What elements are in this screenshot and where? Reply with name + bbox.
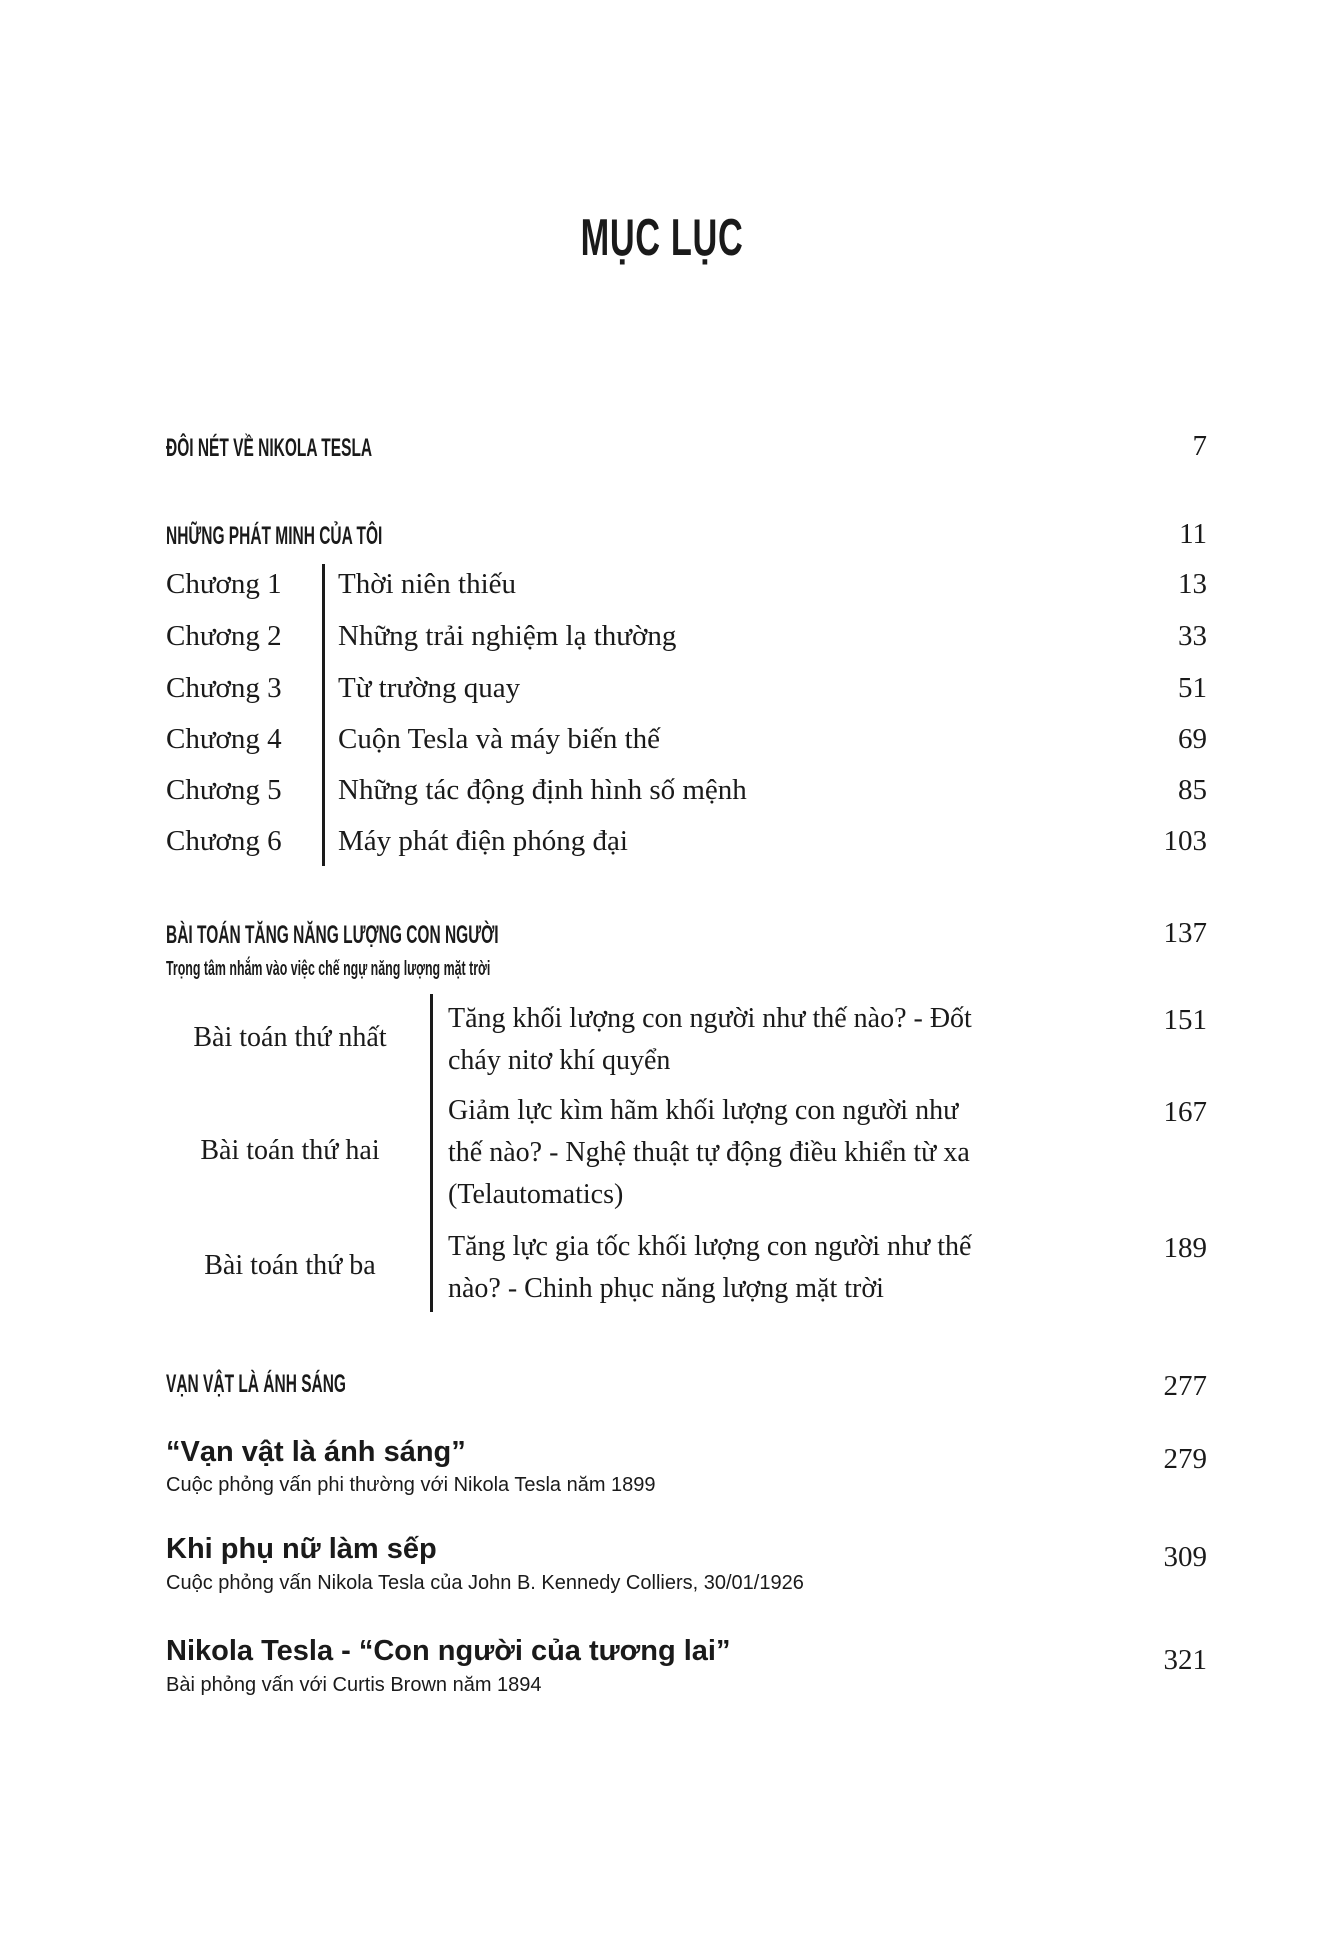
- chapter-title: Cuộn Tesla và máy biến thế: [338, 723, 661, 755]
- problem-title-line: thế nào? - Nghệ thuật tự động điều khiển từ xa: [448, 1137, 970, 1168]
- problem-page: 189: [1163, 1232, 1207, 1264]
- chapter-page: 33: [1178, 620, 1207, 652]
- problem-title: [448, 1226, 1128, 1310]
- article-page: 309: [1163, 1541, 1207, 1573]
- page-title: MỤC LỤC: [580, 209, 744, 267]
- article-title: Khi phụ nữ làm sếp: [166, 1533, 437, 1565]
- chapter-title: Từ trường quay: [338, 672, 521, 704]
- chapter-title: Những tác động định hình số mệnh: [338, 774, 747, 806]
- chapter-page: 51: [1178, 672, 1207, 704]
- article-title: “Vạn vật là ánh sáng”: [166, 1436, 466, 1468]
- article-subtitle: Cuộc phỏng vấn Nikola Tesla của John B. Kennedy Colliers, 30/01/1926: [166, 1572, 804, 1594]
- problem-title: [448, 998, 1128, 1082]
- chapter-label: Chương 3: [166, 672, 282, 704]
- section-title-inventions: NHỮNG PHÁT MINH CỦA TÔI: [166, 522, 383, 550]
- problem-page: 151: [1163, 1004, 1207, 1036]
- chapter-label: Chương 6: [166, 825, 282, 857]
- section-subtitle-energy: Trọng tâm nhắm vào việc chế ngự năng lượng mặt trời: [166, 958, 491, 980]
- chapter-title: Những trải nghiệm lạ thường: [338, 620, 677, 652]
- problem-title-line: cháy nitơ khí quyển: [448, 1045, 671, 1076]
- chapter-title: Thời niên thiếu: [338, 568, 517, 600]
- problem-title-line: Giảm lực kìm hãm khối lượng con người như: [448, 1095, 959, 1126]
- page-number-intro: 7: [1192, 430, 1207, 462]
- article-subtitle: Cuộc phỏng vấn phi thường với Nikola Tesla năm 1899: [166, 1474, 656, 1496]
- problem-title-line: (Telautomatics): [448, 1179, 624, 1210]
- chapter-label: Chương 2: [166, 620, 282, 652]
- section-title-intro: ĐÔI NÉT VỀ NIKOLA TESLA: [166, 434, 373, 462]
- article-page: 321: [1163, 1644, 1207, 1676]
- chapter-title: Máy phát điện phóng đại: [338, 825, 628, 857]
- problem-title-line: Tăng khối lượng con người như thế nào? - Đốt: [448, 1003, 972, 1034]
- chapter-page: 103: [1163, 825, 1207, 857]
- page-number-inventions: 11: [1179, 518, 1207, 550]
- page-number-light: 277: [1163, 1370, 1207, 1402]
- problem-title-line: Tăng lực gia tốc khối lượng con người như thế: [448, 1231, 972, 1262]
- chapter-page: 85: [1178, 774, 1207, 806]
- problem-label: Bài toán thứ hai: [200, 1135, 380, 1166]
- chapter-page: 13: [1178, 568, 1207, 600]
- problem-page: 167: [1163, 1096, 1207, 1128]
- problem-title: [448, 1090, 1128, 1216]
- article-page: 279: [1163, 1443, 1207, 1475]
- article-title: Nikola Tesla - “Con người của tương lai”: [166, 1635, 731, 1667]
- chapter-label: Chương 1: [166, 568, 282, 600]
- section-title-light: VẠN VẬT LÀ ÁNH SÁNG: [166, 1370, 346, 1398]
- problem-title-line: nào? - Chinh phục năng lượng mặt trời: [448, 1273, 884, 1304]
- problem-label: Bài toán thứ nhất: [193, 1022, 387, 1053]
- chapter-page: 69: [1178, 723, 1207, 755]
- problem-label: Bài toán thứ ba: [204, 1250, 376, 1281]
- chapter-divider-line: [322, 564, 325, 866]
- chapter-label: Chương 4: [166, 723, 282, 755]
- chapter-label: Chương 5: [166, 774, 282, 806]
- page-number-energy: 137: [1163, 917, 1207, 949]
- problem-divider-line: [430, 994, 433, 1312]
- article-subtitle: Bài phỏng vấn với Curtis Brown năm 1894: [166, 1674, 542, 1696]
- section-title-energy: BÀI TOÁN TĂNG NĂNG LƯỢNG CON NGƯỜI: [166, 921, 499, 949]
